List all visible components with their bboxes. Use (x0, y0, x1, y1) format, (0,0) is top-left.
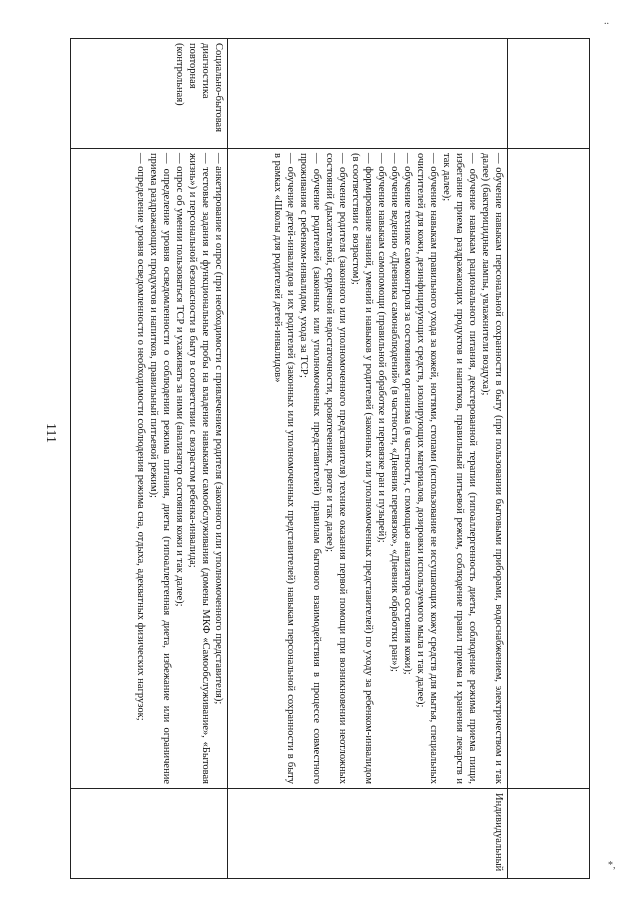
table-cell (71, 789, 228, 879)
list-item: — определение уровня осведомленности о соблюдении режима питания, диеты (гипоаллергенная диета, избежание или ограничение приема раздражающих продуктов и напитков, правильный питьевой режим); (148, 153, 172, 784)
table-cell-form: Индивидуальный (228, 789, 508, 879)
list-item: — анкетирование и опрос (при необходимости с привлечением родителя (законного или уполномоченного представителя); (213, 153, 224, 705)
table-row (71, 39, 228, 879)
rotated-table-container (70, 38, 590, 878)
list-item: — формирование знаний, умений и навыков у родителей (законных или уполномоченных представителей) по уходу за ребенком-инвалидом (в соответствии с возрастом); (350, 153, 374, 784)
list-item: — обучение навыкам самопомощи (правильной обработке и перевязке ран и пузырей); (376, 153, 387, 543)
table-cell (228, 39, 508, 149)
list-item: — определение уровня осведомленности о необходимости соблюдения режима сна, отдыха, адекватных физических нагрузок; (135, 153, 146, 721)
list-item: — обучение навыкам правильного ухода за кожей, ногтями, стопами (использование не иссушающих кожу средств для мытья, специальных очистителей для кожи, дезинфицирующих средств, изолирующих материалов, дозировки используемого мыла и так далее); (415, 153, 439, 784)
list-item: — тестовые задания и функциональные пробы на владение навыками самообслуживания (домены МКФ «Самообслуживание», «Бытовая жизнь») и персональной безопасности в быту в соответствии с возрастом ребенка-инвалида; (187, 153, 211, 784)
table-cell-content (71, 149, 228, 789)
list-item: — обучение навыкам рационального питания, декстерованной терапии (гипоаллергенность диеты, соблюдение режима приема пищи, избегание приема раздражающих продуктов и напитков, правильный питьевой режим, соблюдение правил приема и хранения лекарств и так далее); (441, 153, 478, 784)
table-cell-service-name (71, 39, 228, 149)
service-name-line: диагностика (200, 43, 211, 99)
table-cell (508, 789, 590, 879)
table-row (228, 39, 508, 879)
list-item: — обучение родителей (законных или уполномоченных представителей) правилам бытового взаимодействия в процессе совместного проживания с ребенком-инвалидом, ухода за ТСР; (298, 153, 322, 784)
table-cell (508, 39, 590, 149)
service-name-line: повторная (187, 43, 198, 89)
table-row (508, 39, 590, 879)
table-cell (508, 149, 590, 789)
list-item: — обучение технике самоконтроля за состоянием организма (в частности, с помощью анализатора состояния кожи); (402, 153, 413, 675)
list-item: — обучение ведению «Дневника самонаблюдений» (в частности, «Дневник перевязок», «Дневник обработки ран»); (389, 153, 400, 672)
list-item: — опрос об умении пользоваться ТСР и ухаживать за ними (анализатор состояния кожи и так далее); (174, 153, 185, 607)
scan-mark: .. (604, 16, 609, 27)
table-cell-content (228, 149, 508, 789)
list-item: — обучение родителя (законного или уполномоченного представителя) технике оказания первой помощи при возникновении неотложных состояний (дыхательной, сердечной недостаточности, кровотечениях, рвоте и так далее); (324, 153, 348, 784)
service-name-line: Социально-бытовая (213, 43, 224, 133)
page-number: 111 (43, 423, 58, 443)
scan-mark: *, (608, 860, 616, 871)
service-name-line: (контрольная) (174, 43, 185, 106)
list-item: — обучение детей-инвалидов и их родителей (законных или уполномоченных представителей) навыкам персональной сохранности в быту в рамках «Школы для родителей детей-инвалидов» (272, 153, 296, 784)
list-item: — обучение навыкам персональной сохранности в быту (при пользовании бытовыми приборами, водоснабжением, электричеством и так далее) (бактерицидные лампы, увлажнители воздуха); (480, 153, 504, 784)
services-table (70, 38, 590, 879)
